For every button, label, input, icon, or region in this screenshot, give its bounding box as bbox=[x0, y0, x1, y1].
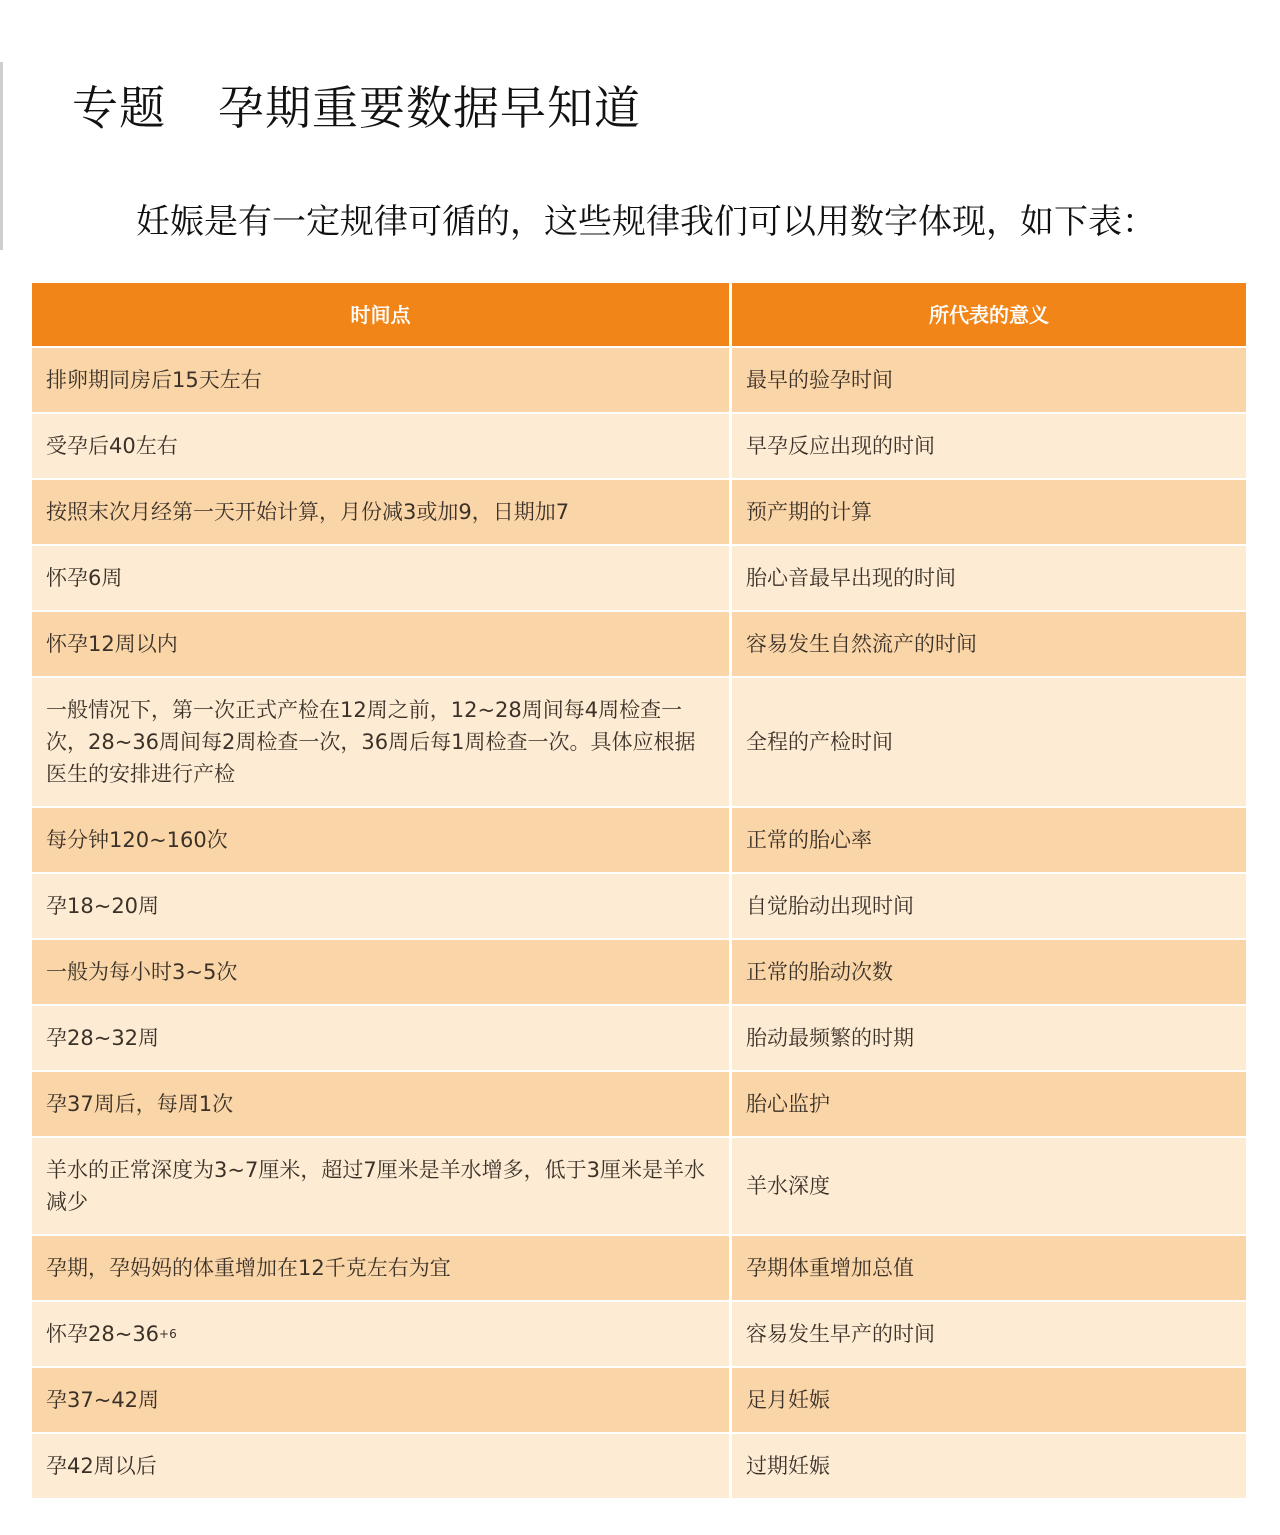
time-cell: 怀孕28~36 +6 bbox=[32, 1302, 729, 1366]
table-row bbox=[32, 678, 1246, 806]
meaning-cell: 自觉胎动出现时间 bbox=[732, 874, 1246, 938]
meaning-cell: 胎动最频繁的时期 bbox=[732, 1006, 1246, 1070]
time-cell: 排卵期同房后15天左右 bbox=[32, 348, 729, 412]
table-row bbox=[32, 808, 1246, 872]
meaning-cell: 胎心音最早出现的时间 bbox=[732, 546, 1246, 610]
table-row bbox=[32, 874, 1246, 938]
time-cell: 孕42周以后 bbox=[32, 1434, 729, 1498]
table-row bbox=[32, 546, 1246, 610]
title-prefix: 专题 bbox=[72, 81, 166, 135]
table-row bbox=[32, 480, 1246, 544]
meaning-cell: 足月妊娠 bbox=[732, 1368, 1246, 1432]
meaning-cell: 预产期的计算 bbox=[732, 480, 1246, 544]
time-cell: 受孕后40左右 bbox=[32, 414, 729, 478]
time-cell: 孕28~32周 bbox=[32, 1006, 729, 1070]
meaning-cell: 过期妊娠 bbox=[732, 1434, 1246, 1498]
page-title bbox=[72, 78, 641, 138]
column-header-meaning: 所代表的意义 bbox=[732, 283, 1246, 346]
meaning-cell: 孕期体重增加总值 bbox=[732, 1236, 1246, 1300]
table-row bbox=[32, 348, 1246, 412]
table-row bbox=[32, 1236, 1246, 1300]
time-cell: 怀孕12周以内 bbox=[32, 612, 729, 676]
time-cell: 按照末次月经第一天开始计算，月份减3或加9，日期加7 bbox=[32, 480, 729, 544]
time-cell: 一般为每小时3~5次 bbox=[32, 940, 729, 1004]
table-row bbox=[32, 1138, 1246, 1234]
table-header-row bbox=[32, 283, 1246, 346]
time-cell: 每分钟120~160次 bbox=[32, 808, 729, 872]
time-cell: 孕37~42周 bbox=[32, 1368, 729, 1432]
meaning-cell: 最早的验孕时间 bbox=[732, 348, 1246, 412]
title-main: 孕期重要数据早知道 bbox=[218, 81, 641, 135]
time-cell: 孕18~20周 bbox=[32, 874, 729, 938]
meaning-cell: 早孕反应出现的时间 bbox=[732, 414, 1246, 478]
time-cell: 羊水的正常深度为3~7厘米，超过7厘米是羊水增多，低于3厘米是羊水减少 bbox=[32, 1138, 729, 1234]
meaning-cell: 容易发生自然流产的时间 bbox=[732, 612, 1246, 676]
table-row bbox=[32, 612, 1246, 676]
table-row bbox=[32, 414, 1246, 478]
column-header-time-point: 时间点 bbox=[32, 283, 729, 346]
left-edge-divider bbox=[0, 62, 3, 250]
meaning-cell: 容易发生早产的时间 bbox=[732, 1302, 1246, 1366]
table-row bbox=[32, 1434, 1246, 1498]
table-row bbox=[32, 1072, 1246, 1136]
time-cell: 孕期，孕妈妈的体重增加在12千克左右为宜 bbox=[32, 1236, 729, 1300]
meaning-cell: 羊水深度 bbox=[732, 1138, 1246, 1234]
meaning-cell: 全程的产检时间 bbox=[732, 678, 1246, 806]
meaning-cell: 正常的胎心率 bbox=[732, 808, 1246, 872]
intro-text: 妊娠是有一定规律可循的，这些规律我们可以用数字体现，如下表： bbox=[136, 202, 1156, 242]
table-row bbox=[32, 940, 1246, 1004]
time-text: 怀孕28~36 bbox=[46, 1322, 160, 1346]
table-row bbox=[32, 1006, 1246, 1070]
time-cell: 孕37周后，每周1次 bbox=[32, 1072, 729, 1136]
meaning-cell: 正常的胎动次数 bbox=[732, 940, 1246, 1004]
table-row bbox=[32, 1302, 1246, 1366]
time-cell: 一般情况下，第一次正式产检在12周之前，12~28周间每4周检查一次，28~36周间每2周检查一次，36周后每1周检查一次。具体应根据医生的安排进行产检 bbox=[32, 678, 729, 806]
pregnancy-data-table bbox=[32, 283, 1246, 1498]
time-cell: 怀孕6周 bbox=[32, 546, 729, 610]
table-row bbox=[32, 1368, 1246, 1432]
meaning-cell: 胎心监护 bbox=[732, 1072, 1246, 1136]
